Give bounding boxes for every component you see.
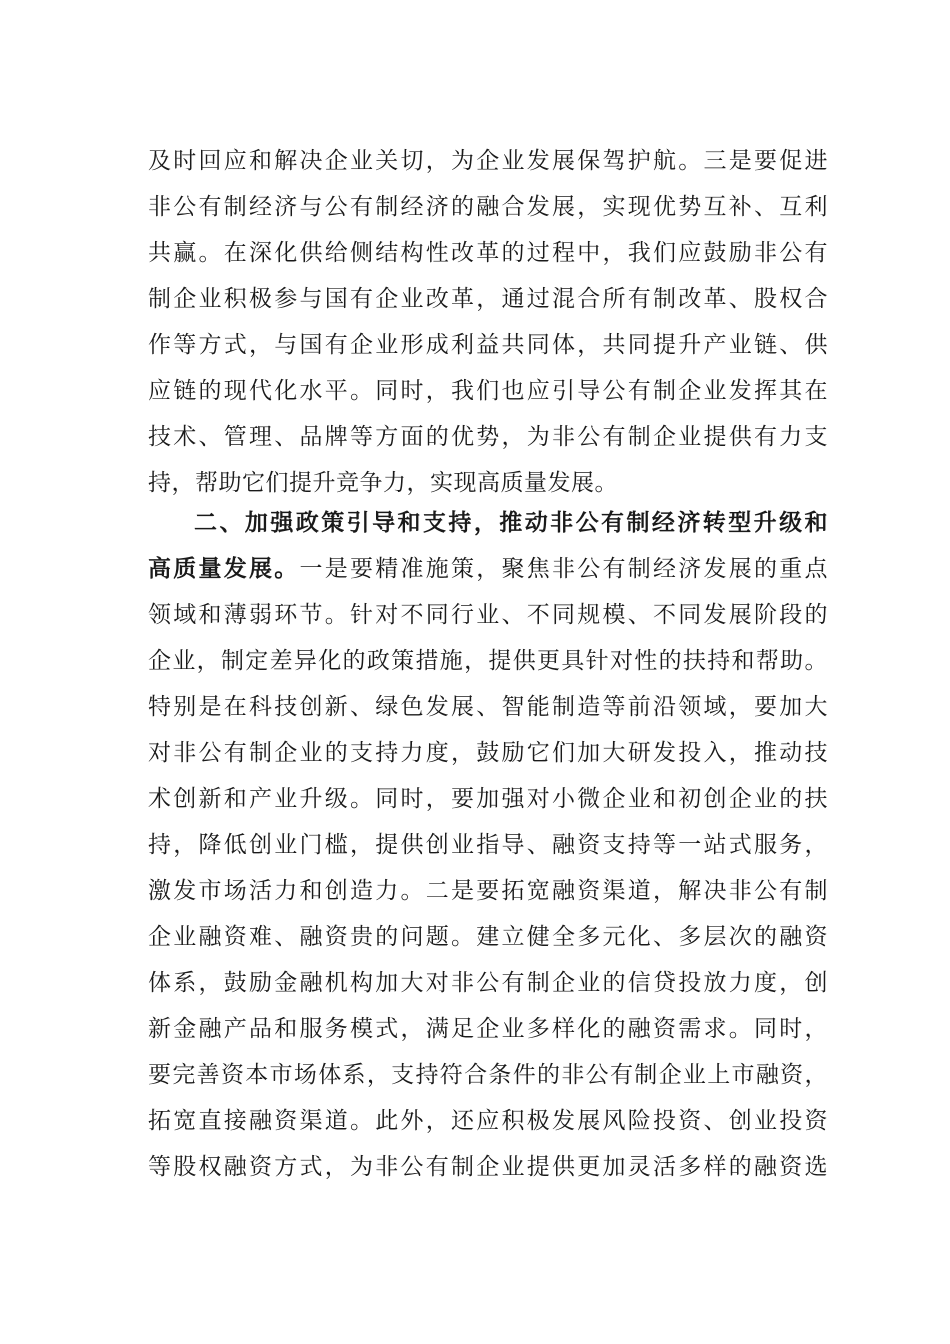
text-line: 等股权融资方式，为非公有制企业提供更加灵活多样的融资选	[148, 1154, 828, 1180]
text-line: 体系，鼓励金融机构加大对非公有制企业的信贷投放力度，创	[148, 970, 828, 996]
text-line: 非公有制经济与公有制经济的融合发展，实现优势互补、互利	[148, 194, 828, 220]
section-heading: 二、加强政策引导和支持，推动非公有制经济转型升级和	[194, 510, 828, 536]
text-line: 领域和薄弱环节。针对不同行业、不同规模、不同发展阶段的	[148, 602, 828, 628]
text-line: 新金融产品和服务模式，满足企业多样化的融资需求。同时，	[148, 1016, 828, 1042]
text-line: 要完善资本市场体系，支持符合条件的非公有制企业上市融资，	[148, 1062, 828, 1088]
section-intro-text: 一是要精准施策，聚焦非公有制经济发展的重点	[299, 556, 828, 582]
text-line: 应链的现代化水平。同时，我们也应引导公有制企业发挥其在	[148, 378, 828, 404]
paragraph-continued	[148, 138, 828, 506]
text-line: 技术、管理、品牌等方面的优势，为非公有制企业提供有力支	[148, 424, 828, 450]
text-line: 制企业积极参与国有企业改革，通过混合所有制改革、股权合	[148, 286, 828, 312]
text-line: 企业，制定差异化的政策措施，提供更具针对性的扶持和帮助。	[148, 648, 828, 674]
text-line: 共赢。在深化供给侧结构性改革的过程中，我们应鼓励非公有	[148, 240, 828, 266]
section-heading-end: 高质量发展。	[148, 556, 300, 582]
text-line: 拓宽直接融资渠道。此外，还应积极发展风险投资、创业投资	[148, 1108, 828, 1134]
text-line	[148, 546, 828, 592]
text-line: 持，帮助它们提升竞争力，实现高质量发展。	[148, 470, 618, 496]
text-line: 对非公有制企业的支持力度，鼓励它们加大研发投入，推动技	[148, 740, 828, 766]
text-line: 特别是在科技创新、绿色发展、智能制造等前沿领域，要加大	[148, 694, 828, 720]
text-line: 持，降低创业门槛，提供创业指导、融资支持等一站式服务，	[148, 832, 828, 858]
text-line: 作等方式，与国有企业形成利益共同体，共同提升产业链、供	[148, 332, 828, 358]
text-line: 及时回应和解决企业关切，为企业发展保驾护航。三是要促进	[148, 148, 828, 174]
text-line: 激发市场活力和创造力。二是要拓宽融资渠道，解决非公有制	[148, 878, 828, 904]
text-line: 术创新和产业升级。同时，要加强对小微企业和初创企业的扶	[148, 786, 828, 812]
text-line: 企业融资难、融资贵的问题。建立健全多元化、多层次的融资	[148, 924, 828, 950]
section-two-paragraph	[148, 500, 828, 1190]
